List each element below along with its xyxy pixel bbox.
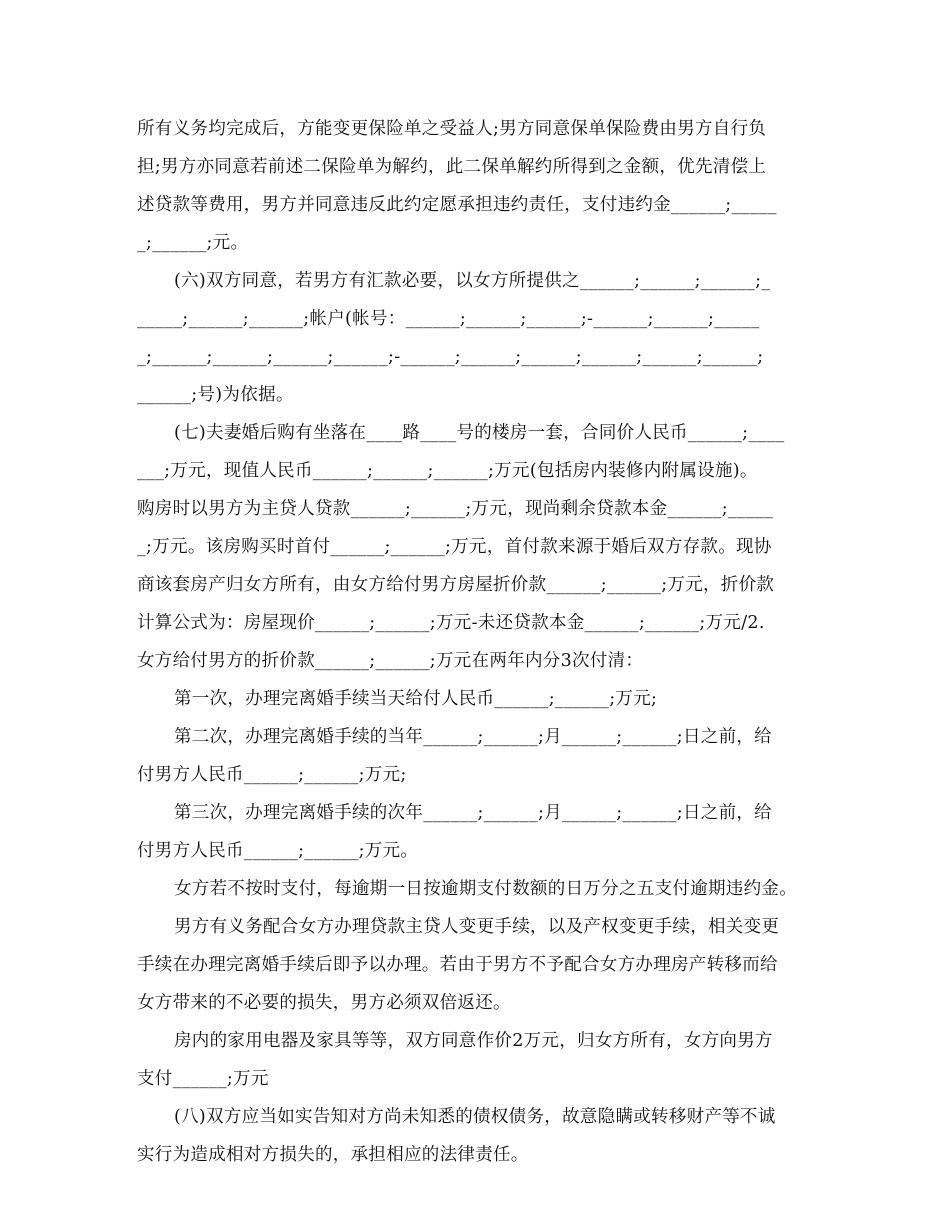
text-line: (七)夫妻婚后购有坐落在____路____号的楼房一套，合同价人民币______;____ (174, 423, 785, 443)
text-line: 男方有义务配合女方办理贷款主贷人变更手续，以及产权变更手续，相关变更 (174, 917, 780, 937)
text-line: 付男方人民币______;______;万元; (137, 765, 407, 785)
text-line: _;______;______;______;______;-______;______;______;______;______;______; (137, 347, 764, 367)
text-line: 手续在办理完离婚手续后即予以办理。若由于男方不予配合女方办理房产转移而给 (137, 955, 778, 975)
text-line: ___;万元，现值人民币______;______;______;万元(包括房内装修内附属设施)。 (137, 461, 758, 481)
text-line: 实行为造成相对方损失的，承担相应的法律责任。 (137, 1145, 529, 1165)
text-line: 第二次，办理完离婚手续的当年______;______;月______;______;日之前，给 (174, 727, 772, 747)
text-line: 商该套房产归女方所有，由女方给付男方房屋折价款______;______;万元，折价款 (137, 575, 775, 595)
text-line: 支付______;万元 (137, 1069, 269, 1089)
text-line: (六)双方同意，若男方有汇款必要，以女方所提供之______;______;______;_ (174, 271, 771, 291)
text-line: 购房时以男方为主贷人贷款______;______;万元，现尚剩余贷款本金______;_____ (137, 499, 774, 519)
text-line: 房内的家用电器及家具等等，双方同意作价2万元，归女方所有，女方向男方 (174, 1031, 773, 1051)
text-line: _____;______;______;帐户(帐号：______;______;______;-______;______;_____ (137, 309, 760, 329)
text-line: (八)双方应当如实告知对方尚未知悉的债权债务，故意隐瞒或转移财产等不诚 (174, 1107, 776, 1127)
text-line: _;______;元。 (137, 233, 249, 253)
text-line: 女方给付男方的折价款______;______;万元在两年内分3次付清： (137, 651, 644, 671)
text-line: 第一次，办理完离婚手续当天给付人民币______;______;万元; (174, 689, 658, 709)
text-line: 担;男方亦同意若前述二保险单为解约，此二保单解约所得到之金额，优先清偿上 (137, 157, 767, 177)
text-line: ______;号)为依据。 (137, 385, 294, 405)
text-line: _;万元。该房购买时首付______;______;万元，首付款来源于婚后双方存款。现协 (137, 537, 772, 557)
text-line: 女方带来的不必要的损失，男方必须双倍返还。 (137, 993, 511, 1013)
text-line: 所有义务均完成后，方能变更保险单之受益人;男方同意保单保险费由男方自行负 (137, 119, 767, 139)
text-line: 女方若不按时支付，每逾期一日按逾期支付数额的日万分之五支付逾期违约金。 (174, 879, 797, 899)
text-line: 第三次，办理完离婚手续的次年______;______;月______;______;日之前，给 (174, 803, 772, 823)
text-line: 计算公式为：房屋现价______;______;万元-未还贷款本金______;______;万元/2. (137, 613, 765, 633)
text-line: 付男方人民币______;______;万元。 (137, 841, 419, 861)
text-line: 述贷款等费用，男方并同意违反此约定愿承担违约责任，支付违约金______;_____ (137, 195, 777, 215)
